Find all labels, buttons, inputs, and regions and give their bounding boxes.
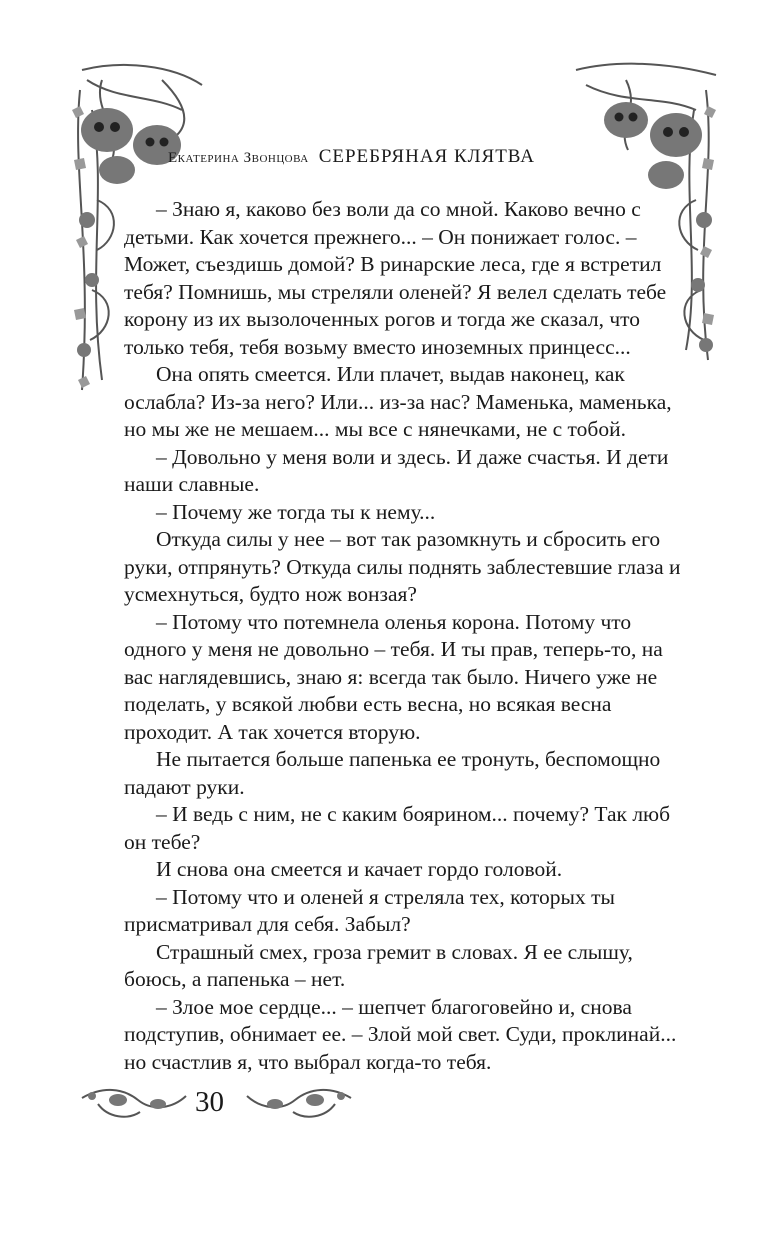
- paragraph: Страшный смех, гроза гремит в словах. Я ее слышу, боюсь, а папенька – нет.: [124, 939, 633, 991]
- paragraph: – И ведь с ним, не с каким боярином... почему? Так люб он тебе?: [124, 802, 671, 854]
- header-title: СЕРЕБРЯНАЯ КЛЯТВА: [318, 146, 535, 167]
- floral-flourish-icon: [78, 1078, 190, 1126]
- paragraph: – Злое мое сердце... – шепчет благоговейно и, снова подступив, обнимает ее. – Злой мой свет. Суди, проклинай... но счастлив я, что выбрал когда-то тебя.: [124, 994, 677, 1074]
- paragraph: – Довольно у меня воли и здесь. И даже счастья. И дети наши славные.: [124, 444, 669, 496]
- paragraph: – Потому что потемнела оленья корона. Потому что одного у меня не довольно – тебя. И ты прав, теперь-то, на вас наглядевшись, знаю я: всегда так было. Ничего уже не поделать, у всякой любви есть весна, но всякая весна проходит. А так хочется вторую.: [124, 609, 663, 744]
- page-number: 30: [195, 1086, 224, 1118]
- paragraph: Откуда силы у нее – вот так разомкнуть и сбросить его руки, отпрянуть? Откуда силы поднять заблестевшие глаза и усмехнуться, будто нож вонзая?: [124, 527, 681, 606]
- paragraph: – Знаю я, каково без воли да со мной. Каково вечно с детьми. Как хочется прежнего... – Он понижает голос. – Может, съездишь домой? В ринарские леса, где я встретил тебя? Помнишь, мы стреляли оленей? Я велел сделать тебе корону из их вызолоченных рогов и тогда же сказал, что только тебя, тебя возьму вместо иноземных принцесс...: [124, 197, 667, 359]
- header-author: Екатерина Звонцова: [168, 150, 309, 166]
- paragraph: И снова она смеется и качает гордо головой.: [156, 857, 563, 881]
- running-header: [168, 146, 648, 168]
- paragraph: Не пытается больше папенька ее тронуть, беспомощно падают руки.: [124, 747, 661, 799]
- body-text: [124, 196, 692, 1076]
- floral-flourish-icon: [243, 1078, 355, 1126]
- paragraph: Она опять смеется. Или плачет, выдав наконец, как ослабла? Из-за него? Или... из-за нас? Маменька, маменька, но мы же не мешаем... мы все с нянечками, не с тобой.: [124, 362, 672, 441]
- paragraph: – Почему же тогда ты к нему...: [156, 499, 436, 524]
- paragraph: – Потому что и оленей я стреляла тех, которых ты присматривал для себя. Забыл?: [124, 884, 615, 936]
